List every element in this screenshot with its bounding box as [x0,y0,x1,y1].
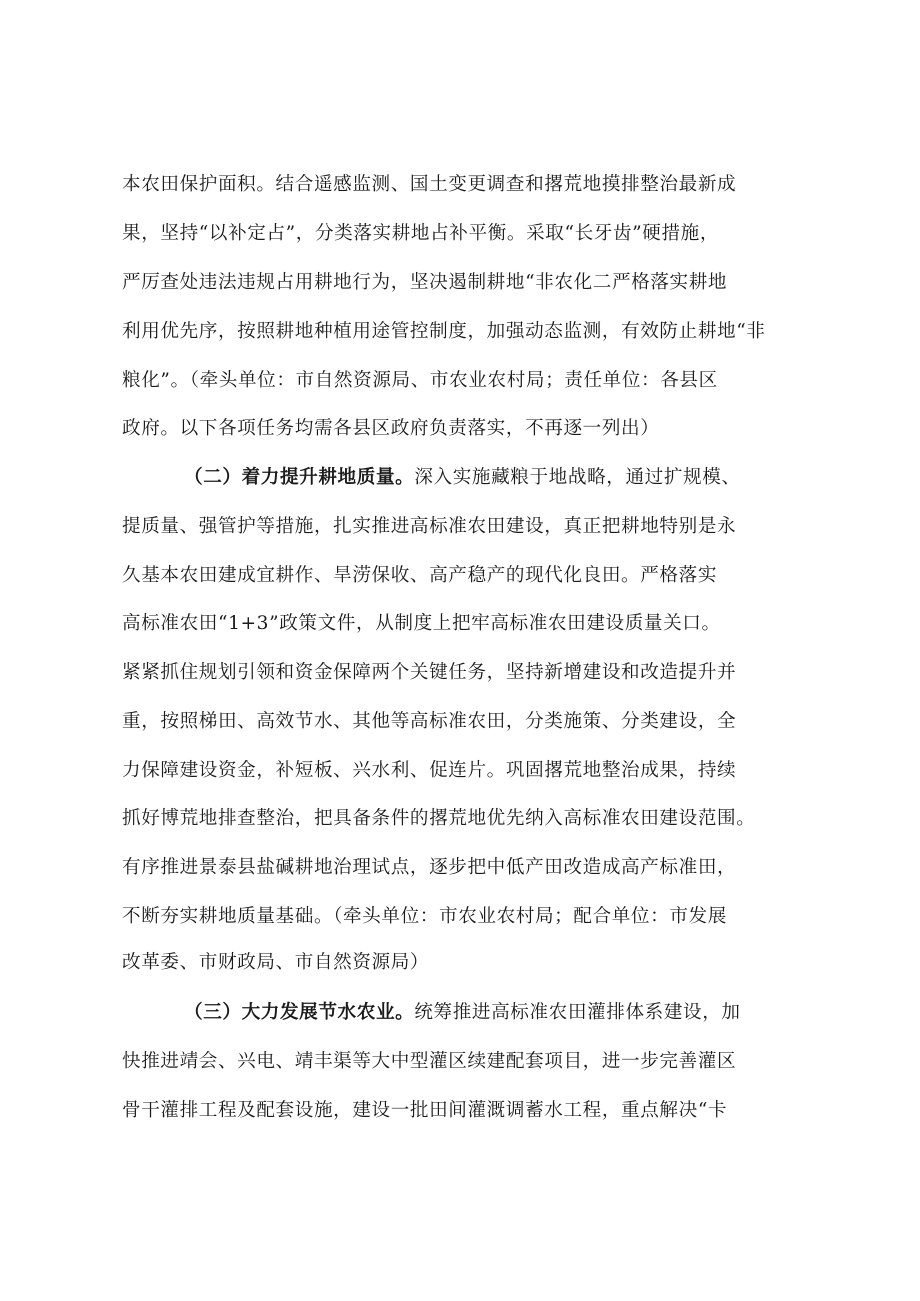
paragraph-2-line-10: 不断夯实耕地质量基础。（牵头单位：市农业农村局；配合单位：市发展 [122,906,727,927]
paragraph-2-line-3: 久基本农田建成宜耕作、旱涝保收、高产稳产的现代化良田。严格落实 [122,565,718,586]
section-heading-2: （二）着力提升耕地质量。 [184,467,415,488]
paragraph-1-line-3: 严厉查处违法违规占用耕地行为，坚决遏制耕地“非农化二严格落实耕地 [122,272,728,293]
paragraph-1-line-4: 利用优先序，按照耕地种植用途管控制度，加强动态监测，有效防止耕地“非 [122,321,766,342]
paragraph-3-first-line-text: 统筹推进高标准农田灌排体系建设，加 [414,1002,741,1023]
paragraph-1-line-1: 本农田保护面积。结合遥感监测、国土变更调查和撂荒地摸排整治最新成 [122,174,737,195]
paragraph-2-line-6: 重，按照梯田、高效节水、其他等高标准农田，分类施策、分类建设，全 [122,711,737,732]
paragraph-3-line-1 [184,1001,741,1025]
paragraph-1-line-6: 政府。以下各项任务均需各县区政府负责落实，不再逐一列出） [122,418,660,439]
paragraph-2-first-line-text: 深入实施藏粮于地战略，通过扩规模、 [414,467,741,488]
paragraph-2-line-1 [184,466,741,490]
paragraph-2-line-8: 抓好博荒地排查整治，把具备条件的撂荒地优先纳入高标准农田建设范围。 [122,808,756,829]
paragraph-2-line-7: 力保障建设资金，补短板、兴水利、促连片。巩固撂荒地整治成果，持续 [122,760,737,781]
paragraph-2-line-4: 高标准农田“1+3”政策文件，从制度上把牢高标准农田建设质量关口。 [122,613,721,634]
paragraph-3-line-2: 快推进靖会、兴电、靖丰渠等大中型灌区续建配套项目，进一步完善灌区 [122,1051,737,1072]
paragraph-2-line-5: 紧紧抓住规划引领和资金保障两个关键任务，坚持新增建设和改造提升并 [122,662,737,683]
section-heading-3: （三）大力发展节水农业。 [184,1002,415,1023]
paragraph-1-line-2: 果，坚持“以补定占”，分类落实耕地占补平衡。采取“长牙齿”硬措施， [122,223,720,244]
paragraph-2-line-11: 改革委、市财政局、市自然资源局） [122,952,430,973]
paragraph-3-line-3: 骨干灌排工程及配套设施，建设一批田间灌溉调蓄水工程，重点解决“卡 [122,1100,728,1121]
paragraph-1-line-5: 粮化”。（牵头单位：市自然资源局、市农业农村局；责任单位：各县区 [122,370,718,391]
paragraph-2-line-9: 有序推进景泰县盐碱耕地治理试点，逐步把中低产田改造成高产标准田， [122,857,737,878]
paragraph-2-line-2: 提质量、强管护等措施，扎实推进高标准农田建设，真正把耕地特别是永 [122,516,737,537]
